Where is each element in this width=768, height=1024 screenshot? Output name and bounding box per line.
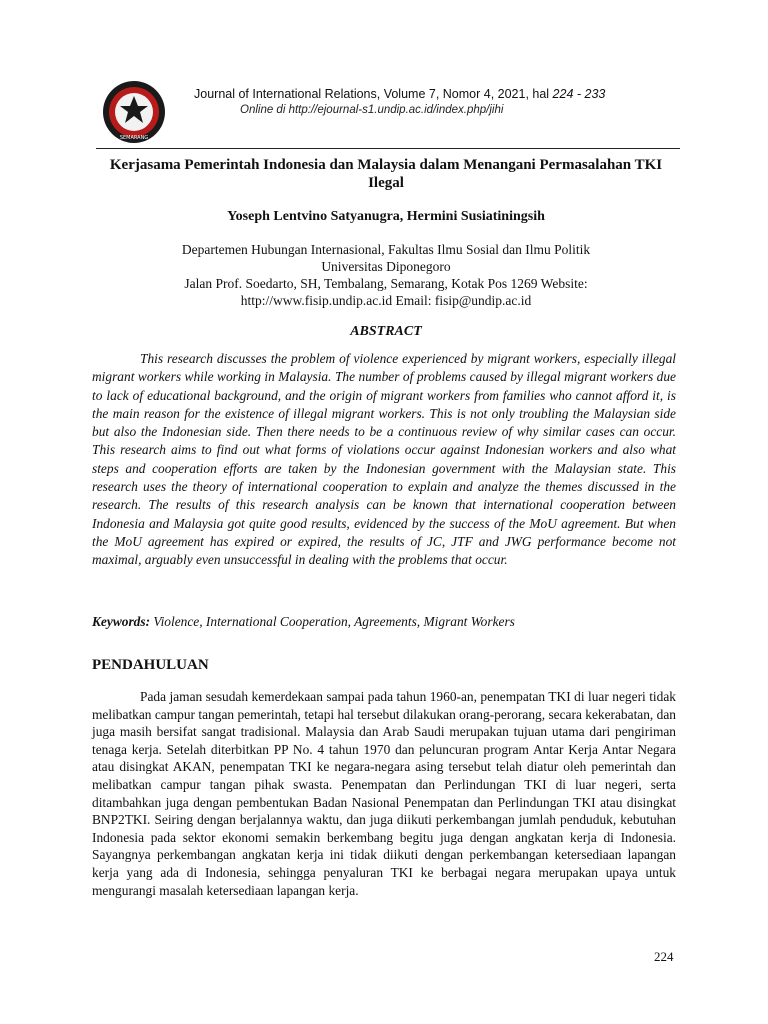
section-heading: PENDAHULUAN — [92, 657, 209, 673]
abstract-body: This research discusses the problem of violence experienced by migrant workers, especially illegal migrant workers while working in Malaysia. The number of problems caused by illegal migrant workers due to lack of educational background, and the origin of migrant workers from families who cannot afford it, is the main reason for the existence of illegal migrant workers. This is not only troubling the Malaysian side but also the Indonesian side. Then there needs to be a continuous review of why similar cases can occur. This research aims to find out what forms of violations occur against Indonesian workers and also what steps and cooperation efforts are taken by the Indonesian government with the Malaysian state. This research uses the theory of international cooperation to explain and analyze the themes discussed in the research. The results of this research analysis can be known that international cooperation between Indonesia and Malaysia got quite good results, evidenced by the success of the MoU agreement. But when the MoU agreement has expired or expired, the results of JC, JTF and JWG performance become not maximal, arguably even unsuccessful in dealing with the problems that occur. — [92, 351, 676, 568]
affiliation-department: Departemen Hubungan Internasional, Fakultas Ilmu Sosial dan Ilmu Politik — [181, 242, 591, 257]
header-divider — [96, 148, 680, 149]
journal-pages: 224 - 233 — [552, 87, 606, 101]
keywords-label: Keywords: — [92, 614, 151, 629]
keywords-text: Violence, International Cooperation, Agreements, Migrant Workers — [150, 614, 515, 629]
affiliation-university: Universitas Diponegoro — [321, 259, 451, 274]
journal-name: Journal of International Relations, Volume 7, Nomor 4, 2021, hal — [194, 87, 553, 101]
logo-label: SEMARANG — [119, 135, 149, 141]
affiliation-block — [96, 224, 676, 309]
journal-online-url[interactable]: Online di http://ejournal-s1.undip.ac.id/index.php/jihi — [240, 104, 504, 116]
journal-citation — [194, 87, 605, 101]
abstract-heading: ABSTRACT — [350, 324, 422, 339]
affiliation-address: Jalan Prof. Soedarto, SH, Tembalang, Semarang, Kotak Pos 1269 Website: — [184, 276, 588, 291]
university-logo — [102, 80, 166, 144]
paper-title: Kerjasama Pemerintah Indonesia dan Malaysia dalam Menangani Permasalahan TKI Ilegal — [109, 157, 663, 191]
keywords-line — [92, 613, 676, 631]
paper-authors: Yoseph Lentvino Satyanugra, Hermini Susiatiningsih — [227, 209, 545, 224]
affiliation-contact: http://www.fisip.undip.ac.id Email: fisip@undip.ac.id — [240, 293, 532, 308]
section-body: Pada jaman sesudah kemerdekaan sampai pada tahun 1960-an, penempatan TKI di luar negeri tidak melibatkan campur tangan pemerintah, tetapi hal tersebut dilakukan orang-perorang, secara kekerabatan, dan juga masih bersifat sangat tradisional. Malaysia dan Arab Saudi merupakan tujuan utama dari pengiriman tenaga kerja. Setelah diterbitkan PP No. 4 tahun 1970 dan peluncuran program Antar Kerja Antar Negara atau disingkat AKAN, penempatan TKI ke negara-negara asing tersebut telah diatur oleh pemerintah dan melibatkan campur tangan pihak swasta. Penempatan dan Perlindungan TKI di luar negeri, serta ditambahkan juga dengan pembentukan Badan Nasional Penempatan dan Perlindungan TKI atau disingkat BNP2TKI. Seiring dengan berjalannya waktu, dan juga diikuti perkembangan jumlah penduduk, kebutuhan Indonesia pada sektor ekonomi semakin berkembang begitu juga dengan angkatan kerja di Indonesia. Sayangnya perkembangan angkatan kerja ini tidak diikuti dengan perkembangan ketersediaan lapangan kerja yang ada di Indonesia, sehingga penyaluran TKI ke berbagai negara merupakan upaya untuk mengurangi masalah ketersediaan lapangan kerja. — [92, 689, 676, 898]
page-number: 224 — [654, 949, 674, 964]
